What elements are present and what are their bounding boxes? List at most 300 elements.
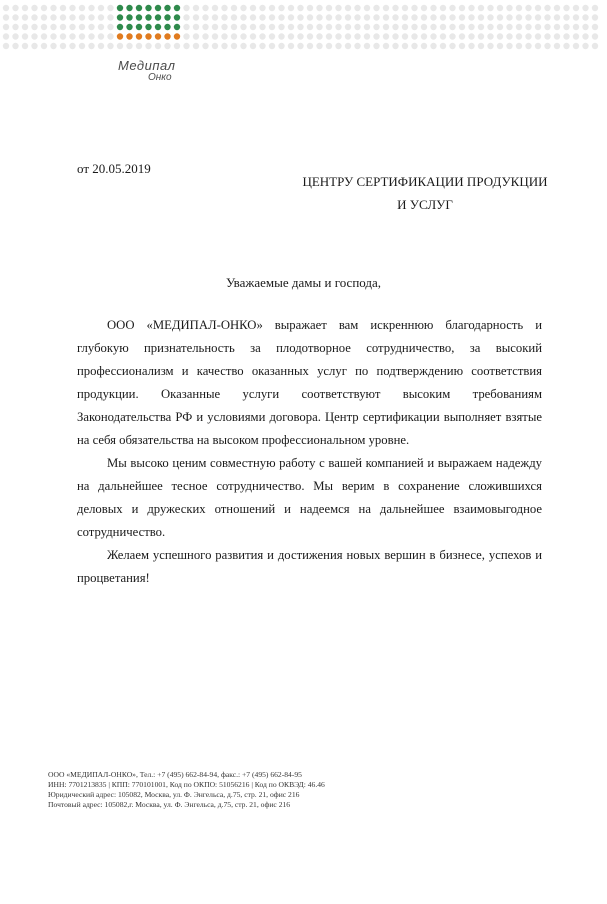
logo-dot xyxy=(145,5,151,11)
recipient-line-2: И УСЛУГ xyxy=(397,197,453,212)
logo-dot xyxy=(221,33,227,39)
logo-dot xyxy=(345,14,351,20)
logo-dot xyxy=(126,5,132,11)
logo-dot xyxy=(117,43,123,49)
logo-dot xyxy=(573,24,579,30)
logo-dot xyxy=(525,33,531,39)
logo-dot xyxy=(288,24,294,30)
logo-dot xyxy=(297,24,303,30)
logo-dot xyxy=(69,5,75,11)
logo-dot xyxy=(487,24,493,30)
logo-dot xyxy=(250,24,256,30)
logo-dot xyxy=(126,14,132,20)
logo-dot xyxy=(345,5,351,11)
logo-dot xyxy=(12,33,18,39)
logo-dot xyxy=(79,43,85,49)
logo-dot xyxy=(392,43,398,49)
logo-dot xyxy=(22,5,28,11)
logo-dot xyxy=(126,24,132,30)
logo-dot xyxy=(136,33,142,39)
logo-dot xyxy=(164,24,170,30)
logo-dot xyxy=(326,5,332,11)
logo-dot xyxy=(31,43,37,49)
logo-dot xyxy=(269,33,275,39)
logo-dot xyxy=(506,43,512,49)
logo-dot xyxy=(240,14,246,20)
logo-dot xyxy=(145,14,151,20)
logo-dot xyxy=(421,24,427,30)
logo-dot xyxy=(98,33,104,39)
logo-dot xyxy=(155,14,161,20)
logo-dot xyxy=(449,14,455,20)
logo-dot xyxy=(449,24,455,30)
logo-dot xyxy=(383,14,389,20)
logo-dot xyxy=(392,24,398,30)
logo-dot xyxy=(335,14,341,20)
logo-dot xyxy=(563,14,569,20)
logo-dot xyxy=(449,43,455,49)
logo-dot xyxy=(88,33,94,39)
logo-dot xyxy=(525,43,531,49)
logo-dot xyxy=(516,43,522,49)
logo-dot xyxy=(468,24,474,30)
logo-dot xyxy=(136,14,142,20)
logo-dot xyxy=(98,5,104,11)
logo-dot xyxy=(240,43,246,49)
logo-dot-pattern xyxy=(0,0,607,60)
logo-dot xyxy=(250,5,256,11)
logo-dot xyxy=(50,24,56,30)
logo-dot xyxy=(12,24,18,30)
logo-dot xyxy=(145,43,151,49)
logo-dot xyxy=(487,5,493,11)
logo-dot xyxy=(459,14,465,20)
logo-dot xyxy=(554,14,560,20)
logo-dot xyxy=(573,5,579,11)
logo-dot xyxy=(582,33,588,39)
logo-dot xyxy=(373,5,379,11)
logo-dot xyxy=(440,24,446,30)
logo-dot xyxy=(326,43,332,49)
logo-dot xyxy=(430,43,436,49)
logo-dot xyxy=(174,24,180,30)
logo-dot xyxy=(516,5,522,11)
logo-dot xyxy=(592,33,598,39)
logo-dot xyxy=(250,33,256,39)
logo-dot xyxy=(269,43,275,49)
logo-dot xyxy=(269,5,275,11)
logo-dot xyxy=(107,33,113,39)
logo-dot xyxy=(554,5,560,11)
logo-dot xyxy=(288,33,294,39)
logo-dot xyxy=(31,14,37,20)
paragraph-3: Желаем успешного развития и достижения новых вершин в бизнесе, успехов и процветания! xyxy=(77,548,542,585)
logo-dot xyxy=(525,24,531,30)
footer-contacts: ООО «МЕДИПАЛ-ОНКО», Тел.: +7 (495) 662-84-94, факс.: +7 (495) 662-84-95 xyxy=(48,770,302,779)
logo-dot xyxy=(440,33,446,39)
company-footer xyxy=(48,770,448,810)
logo-dot xyxy=(326,24,332,30)
paragraph-1: ООО «МЕДИПАЛ-ОНКО» выражает вам искреннюю благодарность и глубокую признательность за плодотворное сотрудничество, за высокий профессионализм и качество оказанных услуг по подтверждению соответствия продукции. Оказанные услуги соответствуют высоким требованиям Законодательства РФ и условиями договора. Центр сертификации выполняет взятые на себя обязательства на высоком профессиональном уровне. xyxy=(77,318,542,447)
logo-dot xyxy=(31,24,37,30)
logo-dot xyxy=(155,24,161,30)
logo-dot xyxy=(573,43,579,49)
logo-dot xyxy=(145,24,151,30)
logo-dot xyxy=(478,24,484,30)
logo-dot xyxy=(307,5,313,11)
logo-dot xyxy=(50,14,56,20)
logo-dot xyxy=(183,24,189,30)
logo-dot xyxy=(117,5,123,11)
logo-dot xyxy=(554,33,560,39)
logo-dot xyxy=(136,43,142,49)
logo-dot xyxy=(535,24,541,30)
logo-dot xyxy=(278,33,284,39)
logo-dot xyxy=(525,14,531,20)
logo-dot xyxy=(307,33,313,39)
logo-dot xyxy=(221,24,227,30)
logo-dot xyxy=(402,14,408,20)
logo-dot xyxy=(69,24,75,30)
logo-dot xyxy=(326,33,332,39)
logo-dot xyxy=(535,14,541,20)
logo-dot xyxy=(88,43,94,49)
logo-dot xyxy=(107,14,113,20)
paragraph-2: Мы высоко ценим совместную работу с вашей компанией и выражаем надежду на дальнейшее тесное сотрудничество. Мы верим в сохранение сложившихся деловых и дружеских отношений и надеемся на дальнейшее взаимовыгодное сотрудничество. xyxy=(77,456,542,539)
logo-dot xyxy=(79,14,85,20)
logo-dot xyxy=(383,43,389,49)
logo-dot xyxy=(212,43,218,49)
logo-dot xyxy=(221,14,227,20)
logo-dot xyxy=(297,14,303,20)
logo-dot xyxy=(183,33,189,39)
logo-dot xyxy=(421,33,427,39)
logo-dot xyxy=(50,33,56,39)
logo-dot xyxy=(60,33,66,39)
logo-dot xyxy=(544,5,550,11)
logo-dot xyxy=(202,5,208,11)
logo-dot xyxy=(79,24,85,30)
logo-dot xyxy=(136,24,142,30)
logo-dot xyxy=(136,5,142,11)
logo-dot xyxy=(402,43,408,49)
logo-dot xyxy=(487,33,493,39)
logo-dot xyxy=(354,24,360,30)
logo-dot xyxy=(364,5,370,11)
logo-dot xyxy=(307,43,313,49)
logo-dot xyxy=(174,43,180,49)
logo-dot xyxy=(259,33,265,39)
logo-dot xyxy=(183,43,189,49)
logo-dot xyxy=(411,33,417,39)
logo-dot xyxy=(240,33,246,39)
logo-dot xyxy=(202,33,208,39)
logo-dot xyxy=(478,33,484,39)
logo-dot xyxy=(31,5,37,11)
logo-dot xyxy=(421,5,427,11)
logo-dot xyxy=(582,5,588,11)
logo-dot xyxy=(316,43,322,49)
logo-dot xyxy=(259,14,265,20)
logo-dot xyxy=(193,5,199,11)
logo-dot xyxy=(3,14,9,20)
logo-dot xyxy=(582,43,588,49)
logo-dot xyxy=(468,5,474,11)
letter-body xyxy=(77,314,542,590)
logo-dot xyxy=(69,43,75,49)
logo-dot xyxy=(221,43,227,49)
logo-dot xyxy=(164,14,170,20)
logo-dot xyxy=(155,43,161,49)
logo-subtitle: Онко xyxy=(148,72,172,83)
logo-dot xyxy=(297,43,303,49)
logo-dot xyxy=(535,43,541,49)
logo-dot xyxy=(430,5,436,11)
logo-dot xyxy=(592,14,598,20)
logo-dot xyxy=(174,33,180,39)
logo-dot xyxy=(174,14,180,20)
logo-dot xyxy=(573,33,579,39)
logo-dot xyxy=(41,14,47,20)
logo-dot xyxy=(117,14,123,20)
salutation: Уважаемые дамы и господа, xyxy=(225,275,382,290)
logo-dot xyxy=(592,5,598,11)
logo-dot xyxy=(440,14,446,20)
logo-dot xyxy=(155,5,161,11)
logo-dot xyxy=(402,33,408,39)
logo-dot xyxy=(278,14,284,20)
logo-dot xyxy=(259,5,265,11)
logo-dot xyxy=(202,24,208,30)
logo-dot xyxy=(231,43,237,49)
logo-dot xyxy=(354,14,360,20)
logo-dot xyxy=(364,33,370,39)
logo-dot xyxy=(563,43,569,49)
logo-dot xyxy=(449,33,455,39)
logo-dot xyxy=(3,5,9,11)
logo-dot xyxy=(12,14,18,20)
logo-dot xyxy=(126,43,132,49)
logo-dot xyxy=(392,5,398,11)
logo-dot xyxy=(297,5,303,11)
logo-dot xyxy=(364,43,370,49)
logo-dot xyxy=(288,5,294,11)
logo-dot xyxy=(402,24,408,30)
letter-date: от 20.05.2019 xyxy=(77,161,151,176)
logo-dot xyxy=(22,33,28,39)
logo-dot xyxy=(41,43,47,49)
logo-dot xyxy=(250,43,256,49)
logo-dot xyxy=(383,33,389,39)
logo-dot xyxy=(421,14,427,20)
logo-dot xyxy=(126,33,132,39)
logo-dot xyxy=(240,5,246,11)
logo-dot xyxy=(183,14,189,20)
logo-dot xyxy=(231,14,237,20)
logo-dot xyxy=(516,33,522,39)
logo-dot xyxy=(402,5,408,11)
logo-dot xyxy=(430,24,436,30)
logo-dot xyxy=(88,14,94,20)
logo-dot xyxy=(544,14,550,20)
logo-dot xyxy=(516,14,522,20)
logo-dot xyxy=(506,5,512,11)
logo-dot xyxy=(79,33,85,39)
logo-dot xyxy=(335,43,341,49)
logo-dot xyxy=(212,24,218,30)
logo-dot xyxy=(487,14,493,20)
logo-dot xyxy=(478,14,484,20)
logo-dot xyxy=(50,5,56,11)
logo-dot xyxy=(288,43,294,49)
logo-dot xyxy=(411,14,417,20)
logo-dot xyxy=(22,43,28,49)
footer-registration: ИНН: 7701213835 | КПП: 770101001, Код по ОКПО: 51056216 | Код по ОКВЭД: 46.46 xyxy=(48,780,325,789)
logo-dot xyxy=(345,24,351,30)
logo-dot xyxy=(41,24,47,30)
logo-dot xyxy=(193,33,199,39)
logo-dot xyxy=(430,33,436,39)
logo-dot xyxy=(231,33,237,39)
logo-dot xyxy=(364,24,370,30)
logo-dot xyxy=(468,14,474,20)
logo-dot xyxy=(183,5,189,11)
logo-dot xyxy=(411,24,417,30)
logo-dot xyxy=(50,43,56,49)
logo-dot xyxy=(164,5,170,11)
logo-dot xyxy=(392,33,398,39)
logo-dot xyxy=(269,14,275,20)
logo-dot xyxy=(278,24,284,30)
logo-dot xyxy=(335,33,341,39)
logo-dot xyxy=(497,14,503,20)
logo-dot xyxy=(41,5,47,11)
logo-dot xyxy=(60,5,66,11)
logo-dot xyxy=(544,33,550,39)
logo-dot xyxy=(259,43,265,49)
logo-dot xyxy=(316,33,322,39)
logo-dot xyxy=(354,43,360,49)
logo-dot xyxy=(3,24,9,30)
logo-dot xyxy=(193,43,199,49)
logo-dot xyxy=(231,24,237,30)
logo-dot xyxy=(98,14,104,20)
logo-dot xyxy=(316,14,322,20)
logo-dot xyxy=(468,33,474,39)
logo-dot xyxy=(563,24,569,30)
logo-dot xyxy=(98,24,104,30)
logo-dot xyxy=(3,43,9,49)
logo-dot xyxy=(459,33,465,39)
logo-dot xyxy=(326,14,332,20)
logo-dot xyxy=(12,43,18,49)
logo-dot xyxy=(60,24,66,30)
logo-dot xyxy=(506,33,512,39)
logo-dot xyxy=(316,24,322,30)
recipient-block xyxy=(290,170,560,216)
logo-dot xyxy=(250,14,256,20)
logo-dot xyxy=(193,14,199,20)
logo-dot xyxy=(164,43,170,49)
logo-dot xyxy=(193,24,199,30)
logo-dot xyxy=(459,24,465,30)
logo-dot xyxy=(554,43,560,49)
logo-dot xyxy=(373,33,379,39)
logo-dot xyxy=(335,24,341,30)
logo-dot xyxy=(345,43,351,49)
logo-dot xyxy=(592,43,598,49)
logo-dot xyxy=(554,24,560,30)
logo-dot xyxy=(288,14,294,20)
logo-dot xyxy=(373,24,379,30)
logo-dot xyxy=(535,33,541,39)
logo-dot xyxy=(117,33,123,39)
logo-dot xyxy=(88,5,94,11)
logo-dot xyxy=(259,24,265,30)
logo-dot xyxy=(506,24,512,30)
logo-dot xyxy=(79,5,85,11)
logo-dot xyxy=(307,24,313,30)
logo-dot xyxy=(240,24,246,30)
logo-dot xyxy=(478,43,484,49)
logo-dot xyxy=(231,5,237,11)
logo-dot xyxy=(516,24,522,30)
logo-dot xyxy=(563,5,569,11)
logo-dot xyxy=(345,33,351,39)
logo-dot xyxy=(60,14,66,20)
logo-dot xyxy=(497,24,503,30)
logo-dot xyxy=(22,14,28,20)
logo-dot xyxy=(487,43,493,49)
logo-dot xyxy=(478,5,484,11)
logo-name: Медипал xyxy=(118,58,176,73)
logo-dot xyxy=(212,5,218,11)
logo-dot xyxy=(544,43,550,49)
logo-dot xyxy=(22,24,28,30)
logo-dot xyxy=(525,5,531,11)
logo-dot xyxy=(383,5,389,11)
logo-dot xyxy=(373,43,379,49)
logo-dot xyxy=(392,14,398,20)
logo-dot xyxy=(459,5,465,11)
logo-dot xyxy=(449,5,455,11)
recipient-line-1: ЦЕНТРУ СЕРТИФИКАЦИИ ПРОДУКЦИИ xyxy=(302,174,548,189)
logo-dot xyxy=(155,33,161,39)
logo-dot xyxy=(107,5,113,11)
logo-dot xyxy=(459,43,465,49)
logo-dot xyxy=(269,24,275,30)
logo-dot xyxy=(107,43,113,49)
logo-dot xyxy=(297,33,303,39)
logo-dot xyxy=(145,33,151,39)
logo-dot xyxy=(592,24,598,30)
logo-dot xyxy=(411,5,417,11)
logo-dot xyxy=(98,43,104,49)
logo-dot xyxy=(307,14,313,20)
logo-dot xyxy=(364,14,370,20)
logo-dot xyxy=(440,5,446,11)
logo-dot xyxy=(278,43,284,49)
logo-dot xyxy=(164,33,170,39)
logo-dot xyxy=(12,5,18,11)
logo-dot xyxy=(278,5,284,11)
logo-dot xyxy=(69,33,75,39)
logo-dot xyxy=(221,5,227,11)
logo-dot xyxy=(506,14,512,20)
logo-dot xyxy=(383,24,389,30)
logo-dot xyxy=(88,24,94,30)
logo-dot xyxy=(212,14,218,20)
